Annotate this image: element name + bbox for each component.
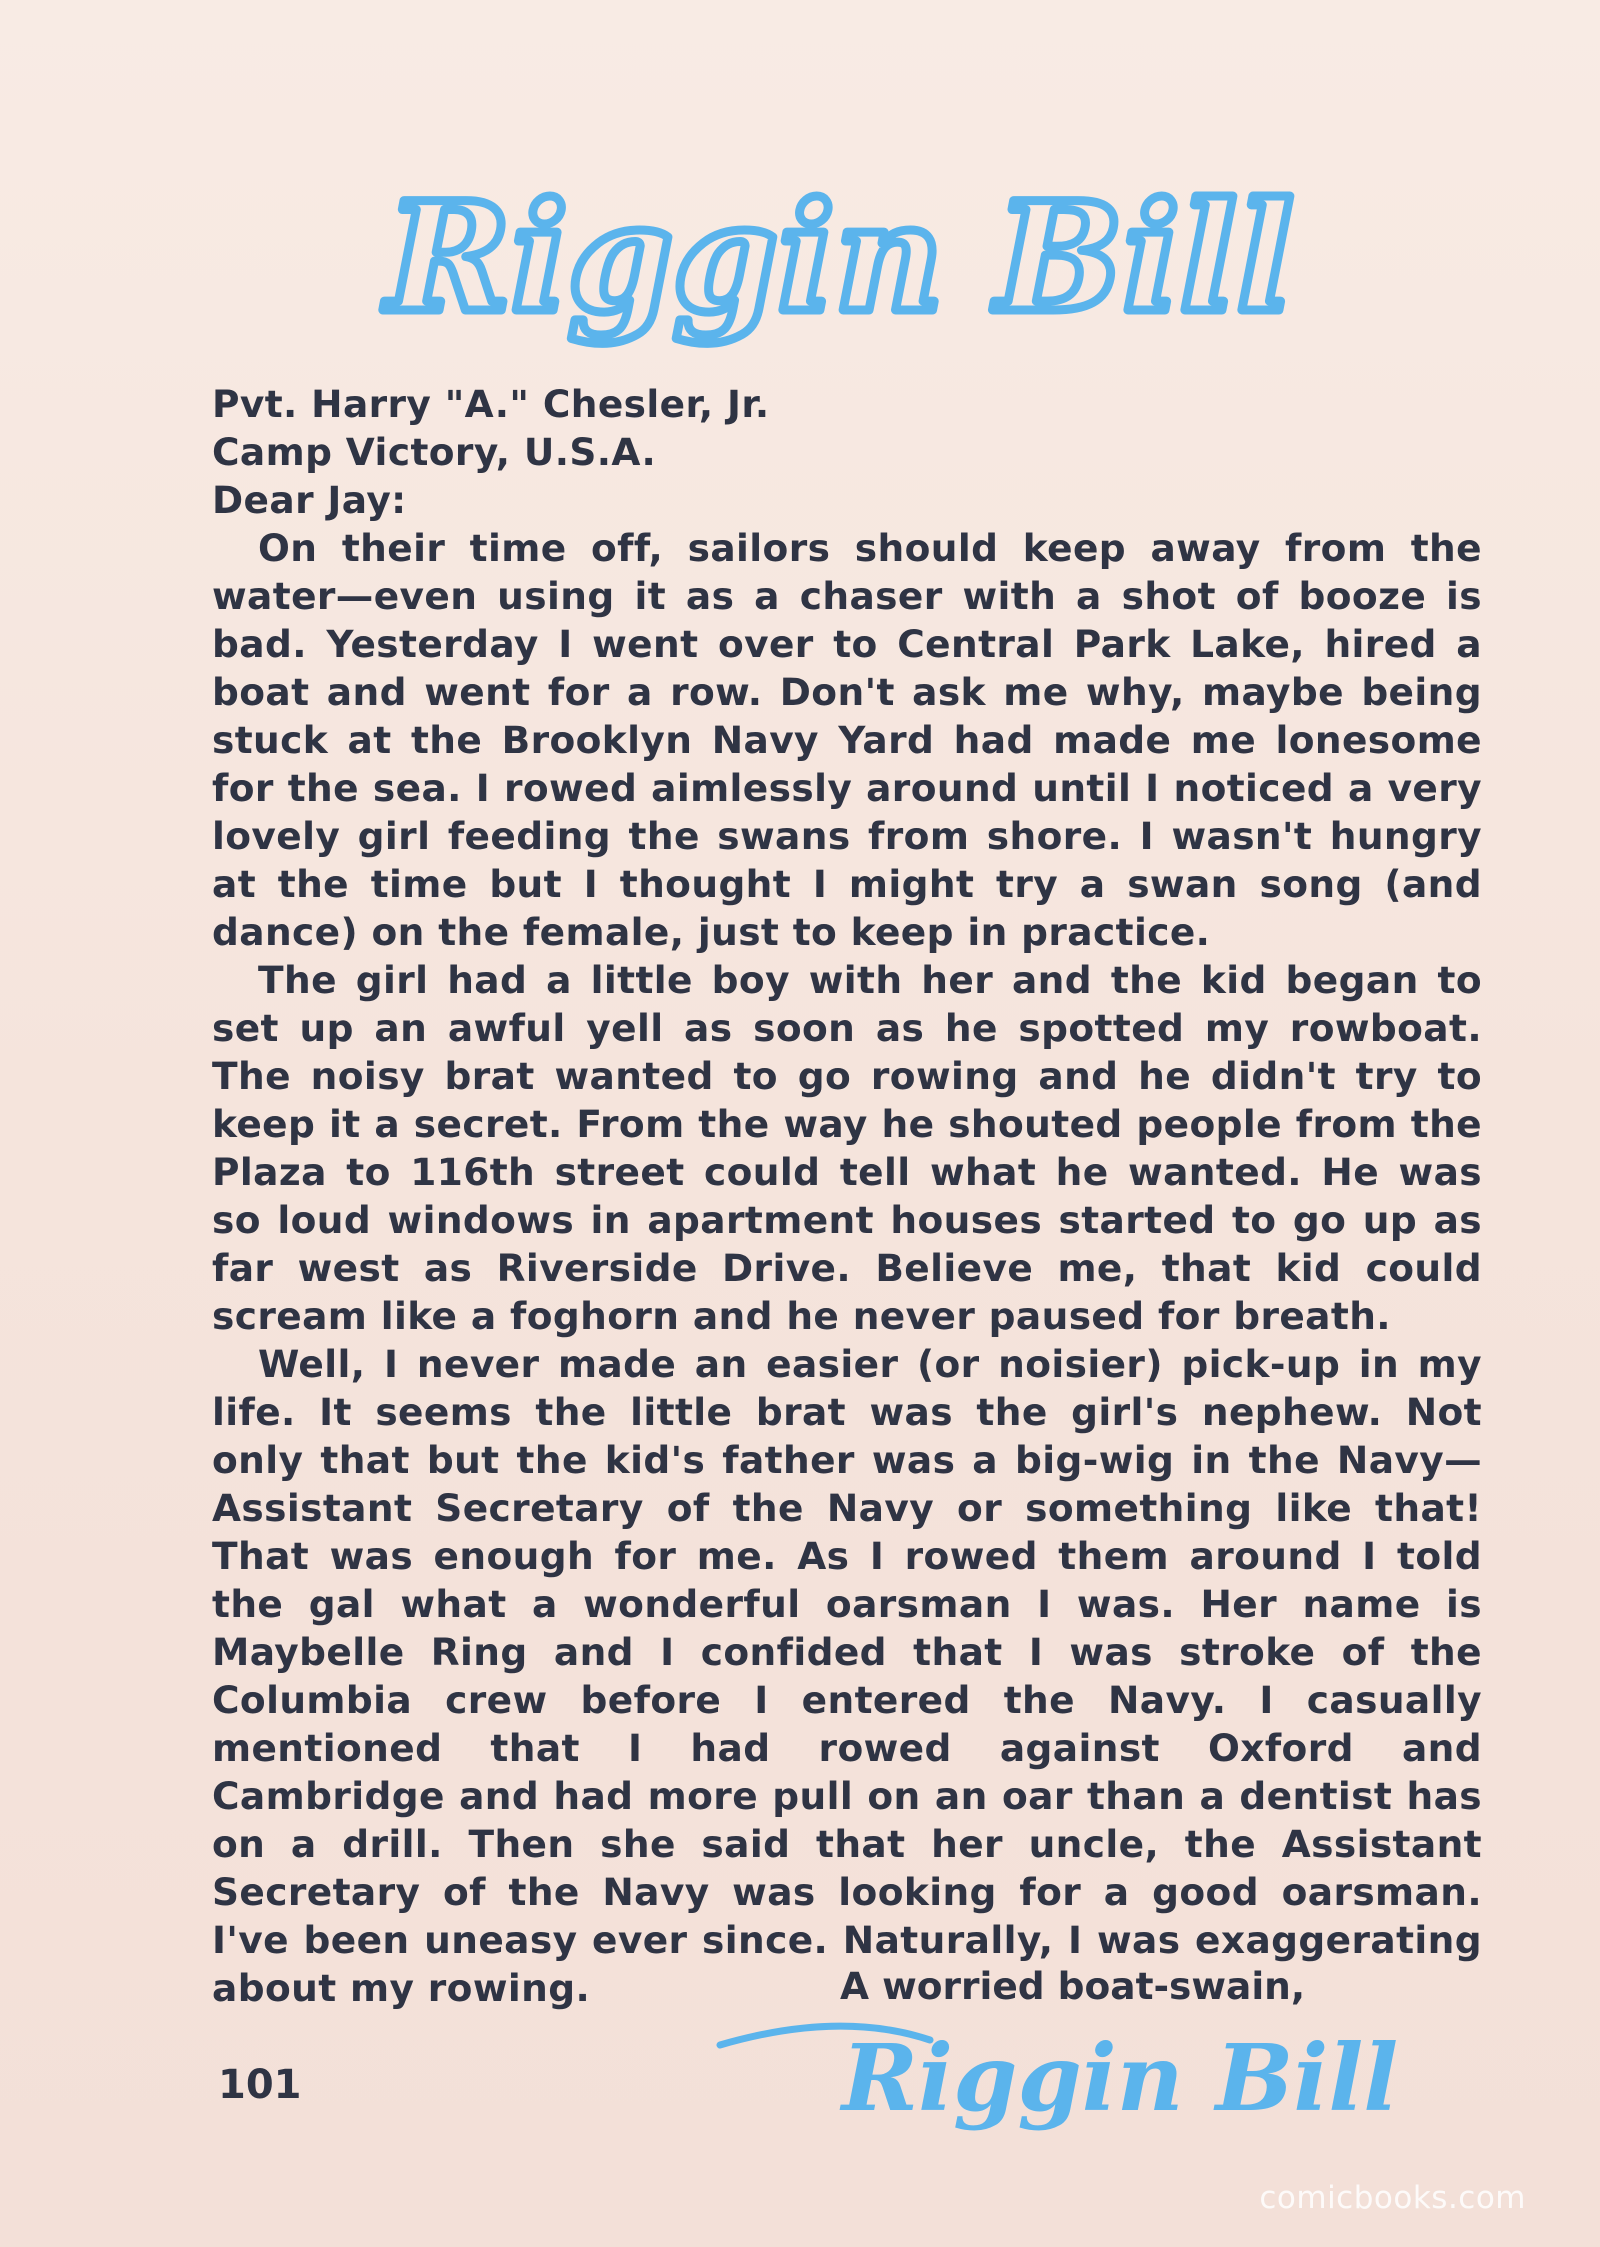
svg-text:Riggin Bill: Riggin Bill bbox=[386, 170, 1294, 346]
address-line-1: Pvt. Harry "A." Chesler, Jr. bbox=[212, 382, 770, 426]
paragraph-2: The girl had a little boy with her and the kid began to set up an awful yell as soon as he spotted my rowboat. The noisy brat wanted to go rowing and he didn't try to keep it a secret. From the way he shouted people from the Plaza to 116th street could tell what he wanted. He was so loud windows in apartment houses started to go up as far west as Riverside Drive. Believe me, that kid could scream like a foghorn and he never paused for breath. bbox=[212, 958, 1482, 1338]
svg-text:Riggin Bill: Riggin Bill bbox=[841, 2024, 1399, 2132]
signature bbox=[700, 2005, 1460, 2145]
address-line-2: Camp Victory, U.S.A. bbox=[212, 430, 657, 474]
page-number: 101 bbox=[218, 2062, 302, 2108]
paragraph-3: Well, I never made an easier (or noisier) pick-up in my life. It seems the little brat was the girl's nephew. Not only that but the kid's father was a big-wig in the Navy—Assistant Secretary of the Navy or something like that! That was enough for me. As I rowed them around I told the gal what a wonderful oarsman I was. Her name is Maybelle Ring and I confided that I was stroke of the Columbia crew before I entered the Navy. I casually mentioned that I had rowed against Oxford and Cambridge and had more pull on an oar than a dentist has on a drill. Then she said that her uncle, the Assistant Secretary of the Navy was looking for a good oarsman. I've been uneasy ever since. Naturally, I was exaggerating about my rowing. bbox=[212, 1342, 1482, 2010]
letter-body bbox=[212, 380, 1482, 2012]
title-logo bbox=[220, 170, 1460, 380]
watermark: comicbooks.com bbox=[1259, 2180, 1526, 2216]
paragraph-1: On their time off, sailors should keep away from the water—even using it as a chaser with a shot of booze is bad. Yesterday I went over to Central Park Lake, hired a boat and went for a row. Don't ask me why, maybe being stuck at the Brooklyn Navy Yard had made me lonesome for the sea. I rowed aimlessly around until I noticed a very lovely girl feeding the swans from shore. I wasn't hungry at the time but I thought I might try a swan song (and dance) on the female, just to keep in practice. bbox=[212, 526, 1482, 954]
salutation: Dear Jay: bbox=[212, 478, 407, 522]
closing-line: A worried boat-swain, bbox=[840, 1964, 1306, 2008]
